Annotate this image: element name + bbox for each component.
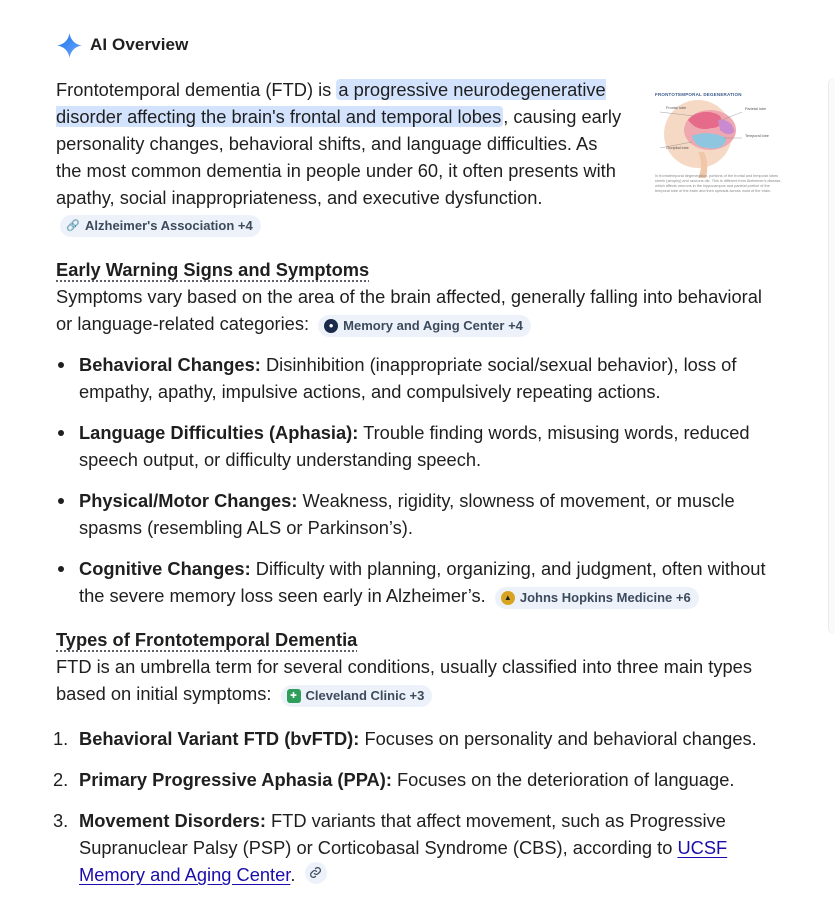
- sparkle-icon: [56, 32, 83, 59]
- list-item: 2. Primary Progressive Aphasia (PPA): Focuses on the deterioration of language.: [53, 769, 735, 790]
- link-icon: [309, 866, 322, 879]
- overview-content: [53, 76, 778, 888]
- symptom-list: [56, 351, 778, 609]
- section-title-types: Types of Frontotemporal Dementia: [56, 629, 358, 650]
- thumbnail-caption-body: In frontotemporal degeneration, portions of the frontal and temporal lobes shrink (atrophy) and neurons die. This is different from Alzheimer's disease, which affects neurons in the hippocampus and parietal portion of the temporal lobe of the brain and then spreads across most of the brain.: [655, 174, 782, 193]
- sources-panel-edge[interactable]: [828, 78, 835, 634]
- section-title-warning: Early Warning Signs and Symptoms: [56, 259, 370, 280]
- list-item: 1. Behavioral Variant FTD (bvFTD): Focuses on personality and behavioral changes.: [53, 728, 757, 749]
- types-section: Types of Frontotemporal Dementia FTD is an umbrella term for several conditions, usually classified into three main types based on initial symptoms: ✚ Cleveland Clinic +3: [56, 626, 778, 707]
- intro-paragraph: Frontotemporal dementia (FTD) is a progressive neurodegenerative disorder affecting the brain's frontal and temporal lobes , causing early personality changes, behavioral shifts, and language difficulties. As the most common dementia in people under 60, it often presents with apathy, social inappropriateness, and executive dysfunction. 🔗 Alzheimer's Association +4: [56, 76, 626, 238]
- source-chip-johns-hopkins[interactable]: ▲ Johns Hopkins Medicine +6: [495, 587, 699, 609]
- label-temporal: Temporal lobe: [745, 134, 769, 138]
- label-occipital: Occipital lobe: [666, 146, 689, 150]
- thumbnail-caption-title: FRONTOTEMPORAL DEGENERATION: [655, 92, 742, 97]
- highlighted-definition[interactable]: a progressive neurodegenerative disorder affecting the brain's frontal and temporal lobes: [56, 79, 606, 127]
- ai-overview-title: AI Overview: [90, 35, 189, 54]
- types-list: [53, 725, 778, 888]
- source-chip-cleveland[interactable]: ✚ Cleveland Clinic +3: [281, 685, 433, 707]
- list-item: Behavioral Changes: Disinhibition (inappropriate social/sexual behavior), loss of empathy, apathy, impulsive actions, and compulsively repeating actions.: [56, 351, 778, 405]
- link-icon: 🔗: [66, 220, 80, 232]
- hopkins-favicon-icon: ▲: [501, 591, 515, 605]
- list-item: Cognitive Changes: Difficulty with planning, organizing, and judgment, often without the severe memory loss seen early in Alzheimer’s. ▲ Johns Hopkins Medicine +6: [56, 555, 778, 609]
- cleveland-favicon-icon: ✚: [287, 689, 301, 703]
- warning-section: Early Warning Signs and Symptoms Symptoms vary based on the area of the brain affected, generally falling into behavioral or language-related categories: ● Memory and Aging Center +4: [56, 256, 778, 337]
- label-parietal: Parietal lobe: [745, 107, 767, 111]
- list-item: Physical/Motor Changes: Weakness, rigidity, slowness of movement, or muscle spasms (resembling ALS or Parkinson’s).: [56, 487, 778, 541]
- list-item: 3. Movement Disorders: FTD variants that affect movement, such as Progressive Supranuclear Palsy (PSP) or Corticobasal Syndrome (CBS), according to UCSF Memory and Aging Center.: [53, 810, 728, 885]
- ucsf-favicon-icon: ●: [324, 319, 338, 333]
- label-frontal: Frontal lobe: [666, 106, 687, 110]
- ai-overview-header: [56, 30, 188, 60]
- source-chip-alzheimers[interactable]: 🔗 Alzheimer's Association +4: [60, 215, 261, 237]
- list-item: Language Difficulties (Aphasia): Trouble finding words, misusing words, reduced speech output, or difficulty understanding speech.: [56, 419, 778, 473]
- link-chip[interactable]: [305, 862, 327, 884]
- source-chip-memory-aging[interactable]: ● Memory and Aging Center +4: [318, 315, 531, 337]
- ucsf-memory-aging-link[interactable]: UCSF Memory and Aging Center: [79, 837, 728, 885]
